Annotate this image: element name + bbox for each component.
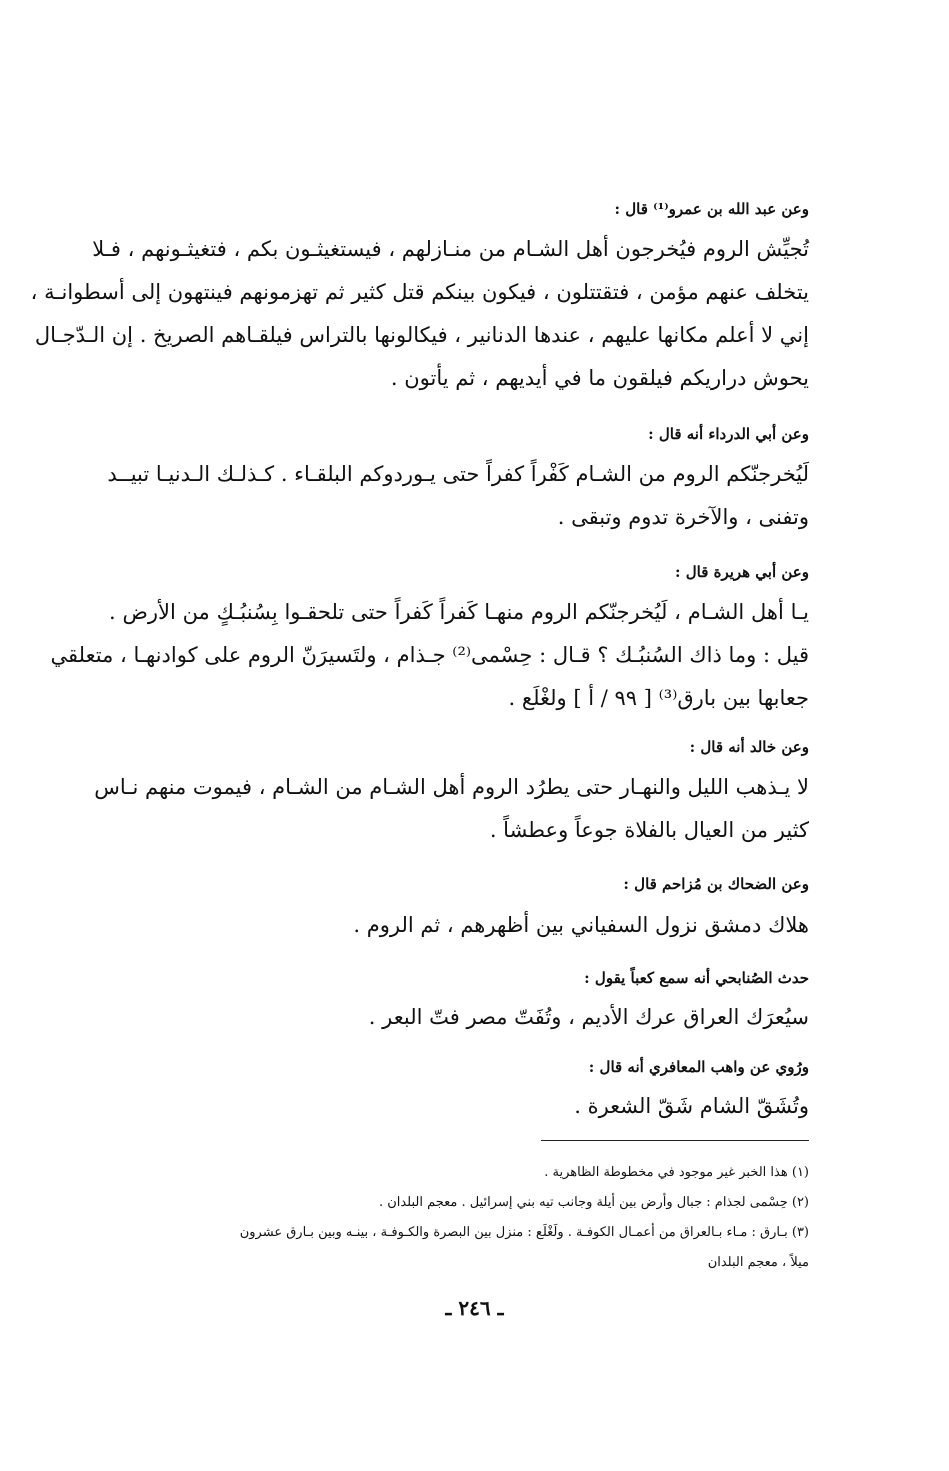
paragraph-line: وتفنى ، والآخرة تدوم وتبقى . — [557, 505, 809, 529]
paragraph-line: لا يـذهب الليل والنهـار حتى يطرُد الروم أهل الشـام من الشـام ، فيموت منهم نـاس — [94, 775, 809, 799]
section-abu-hurairah — [50, 561, 809, 720]
paragraph-line: كثير من العيال بالفلاة جوعاً وعطشاً . — [489, 818, 809, 842]
paragraph-line: تُجيِّش الروم فيُخرجون أهل الشـام من منـازلهم ، فيستغيثـون بكم ، فتغيثـونهم ، فـلا — [92, 237, 809, 261]
section-heading: حدث الصُنابحي أنه سمع كعباً يقول : — [584, 969, 809, 987]
page-number: ـ ٢٤٦ ـ — [445, 1296, 504, 1320]
section-paragraph: هلاك دمشق نزول السفياني بين أظهرهم ، ثم الروم . — [353, 913, 809, 937]
section-heading: وعن أبي الدرداء أنه قال : — [648, 425, 809, 443]
footnote-2: (٢) حِسْمى لجذام : جبال وأرض بين أيلة وجانب تيه بني إسرائيل . معجم البلدان . — [378, 1195, 809, 1210]
paragraph-line: يتخلف عنهم مؤمن ، فتقتتلون ، فيكون بينكم قتل كثير ثم تهزمونهم فينتهون إلى أسطوانـة ، — [30, 280, 809, 304]
section-paragraph — [94, 766, 809, 852]
section-heading: وعن عبد الله بن عمرو⁽¹⁾ قال : — [614, 200, 809, 218]
paragraph-line: جعابها بين بارق⁽³⁾ [ ٩٩ / أ ] ولغْلَع . — [508, 686, 809, 710]
section-heading: وعن خالد أنه قال : — [689, 738, 809, 756]
section-heading: ورُوي عن واهب المعافري أنه قال : — [588, 1058, 809, 1076]
section-heading: وعن أبي هريرة قال : — [674, 563, 809, 581]
footnote-3-continued: ميلاً ، معجم البلدان — [707, 1255, 809, 1270]
section-paragraph: وتُشَقّ الشام شَقّ الشعرة . — [574, 1094, 809, 1118]
section-paragraph: سيُعرَك العراق عرك الأديم ، وتُفَتّ مصر فتّ البعر . — [368, 1005, 809, 1029]
section-abu-al-darda — [109, 423, 809, 539]
paragraph-line: قيل : وما ذاك السُنبُـك ؟ قـال : حِسْمى⁽²⁾ جـذام ، ولتَسيرَنّ الروم على كوادنهـا ، متعلقي — [50, 643, 809, 667]
section-heading: وعن الضحاك بن مُزاحم قال : — [623, 875, 809, 893]
section-al-sunabihi — [109, 967, 809, 1037]
section-paragraph — [30, 228, 809, 400]
footnote-divider — [541, 1140, 809, 1141]
section-paragraph — [50, 591, 809, 720]
footnote-3: (٣) بـارق : مـاء بـالعراق من أعمـال الكوفـة . ولَغْلَع : منزل بين البصرة والكـوفـة ، بينـه وبين بـارق عشرون — [239, 1225, 809, 1240]
footnotes — [109, 1158, 809, 1278]
paragraph-line: إني لا أعلم مكانها عليهم ، عندها الدنانير ، فيكالونها بالتراس فيلقـاهم الصريخ . إن الـدّجـال — [34, 323, 809, 347]
section-paragraph — [109, 453, 809, 539]
section-wahib-al-maafiri — [109, 1056, 809, 1126]
paragraph-line: لَيُخرجنّكم الروم من الشـام كَفْراً كفراً حتى يـوردوكم البلقـاء . كـذلـك الـدنيـا تبيــد — [107, 462, 809, 486]
section-al-dahhak — [109, 873, 809, 945]
paragraph-line: يـا أهل الشـام ، لَيُخرجنّكم الروم منهـا كَفراً كَفراً حتى تلحقـوا بِسُنبُـكٍ من الأرض . — [109, 600, 809, 624]
paragraph-line: يحوش دراريكم فيلقون ما في أيديهم ، ثم يأتون . — [390, 366, 809, 390]
section-abdullah-bin-amr — [30, 198, 809, 400]
section-khalid — [94, 736, 809, 852]
footnote-1: (١) هذا الخبر غير موجود في مخطوطة الظاهرية . — [544, 1165, 809, 1180]
